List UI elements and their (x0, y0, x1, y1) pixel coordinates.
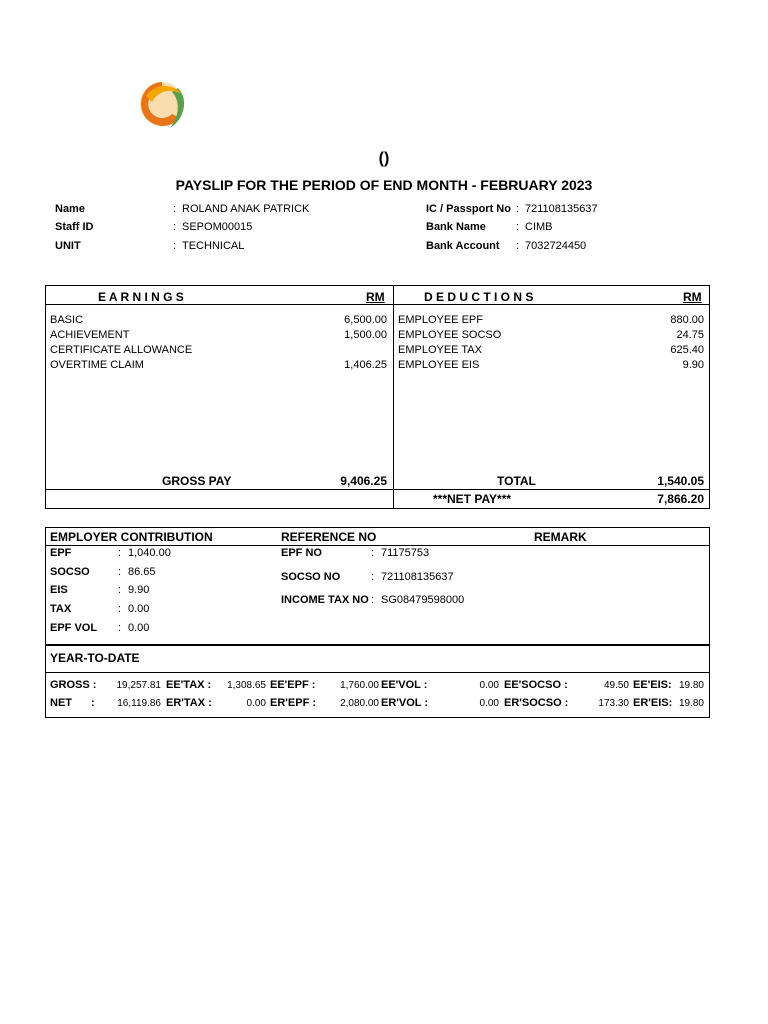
ytd-gross: 19,257.81 (116, 680, 161, 691)
ytd-net-label: NET (50, 697, 72, 709)
ytd-ee-vol-label: EE'VOL : (381, 679, 428, 691)
contribution-label: EPF VOL (50, 622, 98, 634)
contribution-value: 0.00 (128, 622, 150, 634)
total-deductions: 1,540.05 (657, 474, 704, 488)
ic-colon: : (516, 203, 520, 215)
ytd-header: YEAR-TO-DATE (50, 651, 140, 665)
contribution-value: 9.90 (128, 584, 150, 596)
staff-id-colon: : (173, 221, 177, 233)
contribution-label: EPF (50, 547, 72, 559)
deduction-label: EMPLOYEE SOCSO (398, 329, 502, 341)
contribution-label: TAX (50, 603, 72, 615)
ic-label: IC / Passport No (426, 203, 511, 215)
reference-label: INCOME TAX NO (281, 594, 369, 606)
ytd-er-tax-label: ER'TAX : (166, 697, 212, 709)
ytd-ee-eis-label: EE'EIS: (633, 679, 672, 691)
deduction-label: EMPLOYEE TAX (398, 344, 482, 356)
earning-amount: 6,500.00 (344, 314, 387, 326)
ytd-ee-socso: 49.50 (603, 680, 629, 691)
ytd-ee-tax: 1,308.65 (227, 680, 266, 691)
earnings-currency: RM (366, 290, 385, 304)
ytd-ee-vol: 0.00 (479, 680, 499, 691)
deduction-label: EMPLOYEE EIS (398, 359, 480, 371)
reference-value: 721108135637 (381, 571, 454, 583)
ytd-er-socso-label: ER'SOCSO : (504, 697, 569, 709)
bank-account-colon: : (516, 240, 520, 252)
unit-label: UNIT (55, 240, 81, 252)
reference-label: SOCSO NO (281, 571, 341, 583)
reference-value: SG08479598000 (381, 594, 465, 606)
ytd-er-eis: 19.80 (678, 698, 704, 709)
deduction-amount: 625.40 (670, 344, 704, 356)
name-label: Name (55, 203, 85, 215)
company-logo (132, 74, 190, 138)
payslip-title: PAYSLIP FOR THE PERIOD OF END MONTH - FEBRUARY 2023 (175, 177, 593, 193)
staff-id-label: Staff ID (55, 221, 94, 233)
deduction-amount: 9.90 (682, 359, 704, 371)
ytd-er-tax: 0.00 (246, 698, 266, 709)
ytd-er-epf-label: ER'EPF : (270, 697, 317, 709)
bank-account-label: Bank Account (426, 240, 500, 252)
contribution-value: 86.65 (128, 566, 156, 578)
contribution-value: 1,040.00 (128, 547, 171, 559)
employee-name: ROLAND ANAK PATRICK (182, 203, 310, 215)
contribution-value: 0.00 (128, 603, 150, 615)
ytd-er-epf: 2,080.00 (340, 698, 379, 709)
ytd-ee-epf: 1,760.00 (340, 680, 379, 691)
contribution-label: EIS (50, 584, 68, 596)
reference-no-header: REFERENCE NO (281, 530, 377, 544)
earning-label: OVERTIME CLAIM (50, 359, 144, 371)
gross-pay-label: GROSS PAY (162, 474, 232, 488)
earning-label: ACHIEVEMENT (50, 329, 130, 341)
bank-name-label: Bank Name (426, 221, 486, 233)
ytd-ee-eis: 19.80 (678, 680, 704, 691)
total-deductions-label: TOTAL (497, 474, 536, 488)
bank-name: CIMB (525, 221, 553, 233)
reference-label: EPF NO (281, 547, 322, 559)
unit: TECHNICAL (182, 240, 245, 252)
ytd-gross-label: GROSS : (50, 679, 97, 691)
staff-id: SEPOM00015 (182, 221, 253, 233)
ytd-ee-socso-label: EE'SOCSO : (504, 679, 568, 691)
earnings-header: E A R N I N G S (98, 290, 184, 304)
ytd-ee-tax-label: EE'TAX : (166, 679, 212, 691)
name-colon: : (173, 203, 177, 215)
ytd-ee-epf-label: EE'EPF : (270, 679, 316, 691)
ytd-er-socso: 173.30 (598, 698, 629, 709)
ytd-er-eis-label: ER'EIS: (633, 697, 673, 709)
net-pay-label: ***NET PAY*** (433, 492, 512, 506)
deduction-label: EMPLOYEE EPF (398, 314, 483, 326)
net-pay: 7,866.20 (657, 492, 704, 506)
ytd-er-vol-label: ER'VOL : (381, 697, 429, 709)
contribution-label: SOCSO (50, 566, 90, 578)
bank-name-colon: : (516, 221, 520, 233)
ic-number: 721108135637 (525, 203, 598, 215)
bank-account: 7032724450 (525, 240, 587, 252)
ytd-net: 16,119.86 (117, 698, 161, 709)
deductions-currency: RM (683, 290, 702, 304)
unit-colon: : (173, 240, 177, 252)
gross-pay: 9,406.25 (340, 474, 387, 488)
earning-label: CERTIFICATE ALLOWANCE (50, 344, 193, 356)
remark-header: REMARK (534, 530, 587, 544)
employer-contribution-header: EMPLOYER CONTRIBUTION (50, 530, 213, 544)
reference-value: 71175753 (381, 547, 430, 559)
company-name: () (378, 150, 390, 167)
deduction-amount: 880.00 (670, 314, 704, 326)
earning-amount: 1,406.25 (344, 359, 387, 371)
earning-amount: 1,500.00 (344, 329, 387, 341)
deductions-header: D E D U C T I O N S (424, 290, 534, 304)
earning-label: BASIC (50, 314, 84, 326)
ytd-net-colon: : (91, 697, 95, 709)
ytd-er-vol: 0.00 (479, 698, 499, 709)
deduction-amount: 24.75 (676, 329, 704, 341)
